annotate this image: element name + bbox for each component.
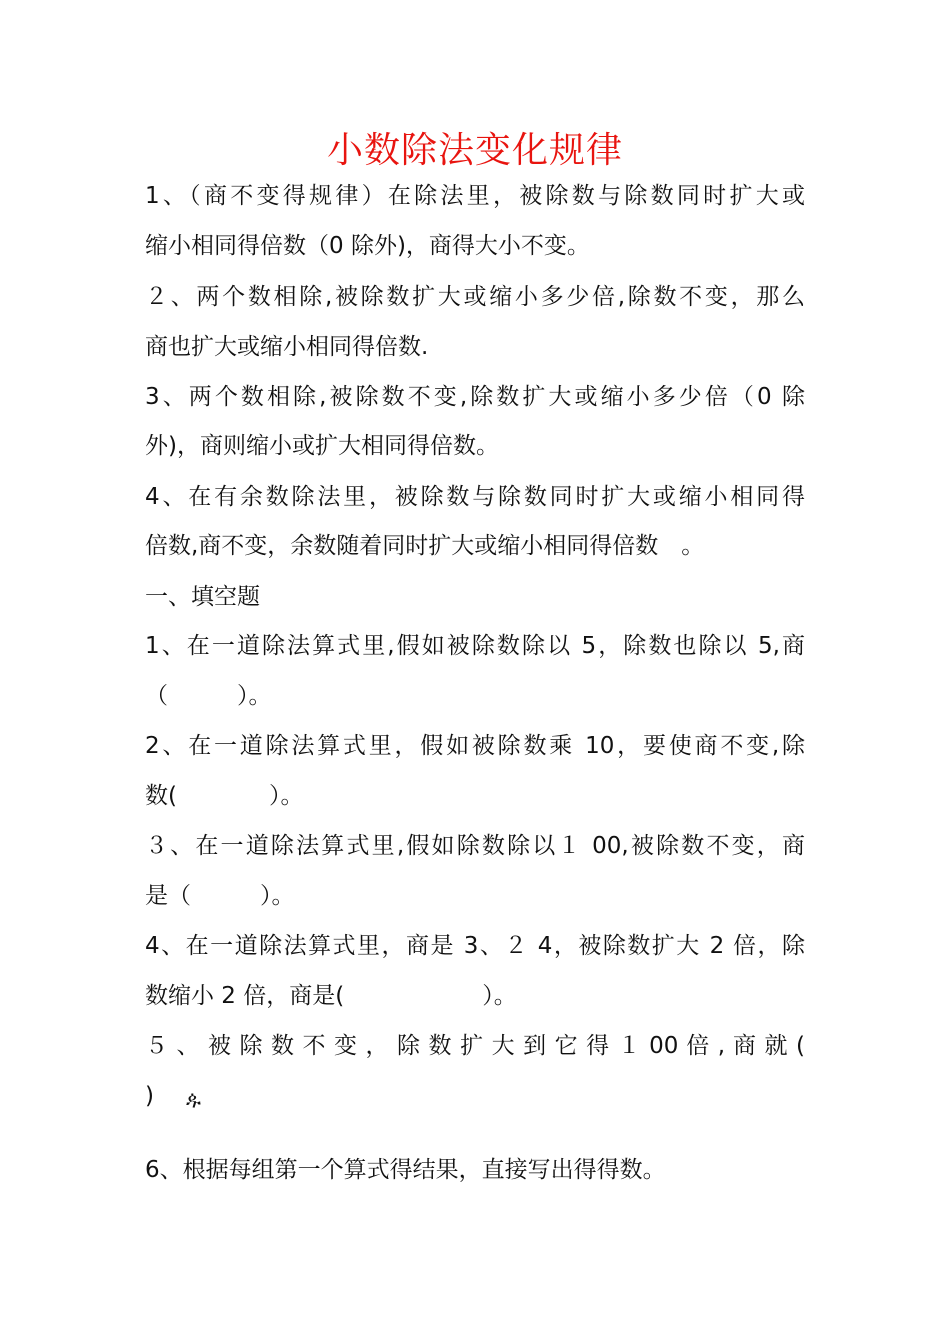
question-3-line-1: ３、在一道除法算式里,假如除数除以１ 00,被除数不变，商 bbox=[145, 833, 805, 859]
question-4-line-1: 4、在一道除法算式里，商是 3、２ 4，被除数扩大 2 倍，除 bbox=[145, 933, 805, 959]
question-1-line-1: 1、在一道除法算式里,假如被除数除以 5，除数也除以 5,商 bbox=[145, 633, 805, 659]
stray-glyph: ዹ bbox=[186, 1086, 201, 1110]
question-2-line-1: 2、在一道除法算式里，假如被除数乘 10，要使商不变,除 bbox=[145, 733, 805, 759]
rule-1-line-2: 缩小相同得倍数（0 除外)，商得大小不变。 bbox=[145, 233, 590, 259]
rule-3-line-2: 外)，商则缩小或扩大相同得倍数。 bbox=[145, 433, 499, 459]
question-5-line-1: ５ 、 被 除 数 不 变 ， 除 数 扩 大 到 它 得 １ 00 倍 , 商 就 ( bbox=[145, 1033, 805, 1059]
rule-2-line-1: ２、两个数相除,被除数扩大或缩小多少倍,除数不变，那么 bbox=[145, 284, 805, 310]
question-5-line-2: ) bbox=[145, 1083, 154, 1109]
section-heading: 一、填空题 bbox=[145, 584, 260, 610]
rule-2-line-2: 商也扩大或缩小相同得倍数. bbox=[145, 334, 429, 360]
rule-1-line-1: 1、（商不变得规律）在除法里，被除数与除数同时扩大或 bbox=[145, 183, 805, 209]
question-6-line-1: 6、根据每组第一个算式得结果，直接写出得得数。 bbox=[145, 1157, 666, 1183]
question-4-line-2: 数缩小 2 倍，商是( ）。 bbox=[145, 983, 517, 1009]
question-3-line-2: 是（ ）。 bbox=[145, 883, 295, 909]
rule-4-line-2: 倍数,商不变，余数随着同时扩大或缩小相同得倍数 。 bbox=[145, 533, 705, 559]
document-title: 小数除法变化规律 bbox=[326, 130, 623, 171]
question-1-line-2: （ ）。 bbox=[145, 683, 272, 709]
rule-3-line-1: 3、两个数相除,被除数不变,除数扩大或缩小多少倍（0 除 bbox=[145, 384, 805, 410]
question-2-line-2: 数( ）。 bbox=[145, 783, 304, 809]
rule-4-line-1: 4、在有余数除法里，被除数与除数同时扩大或缩小相同得 bbox=[145, 484, 805, 510]
